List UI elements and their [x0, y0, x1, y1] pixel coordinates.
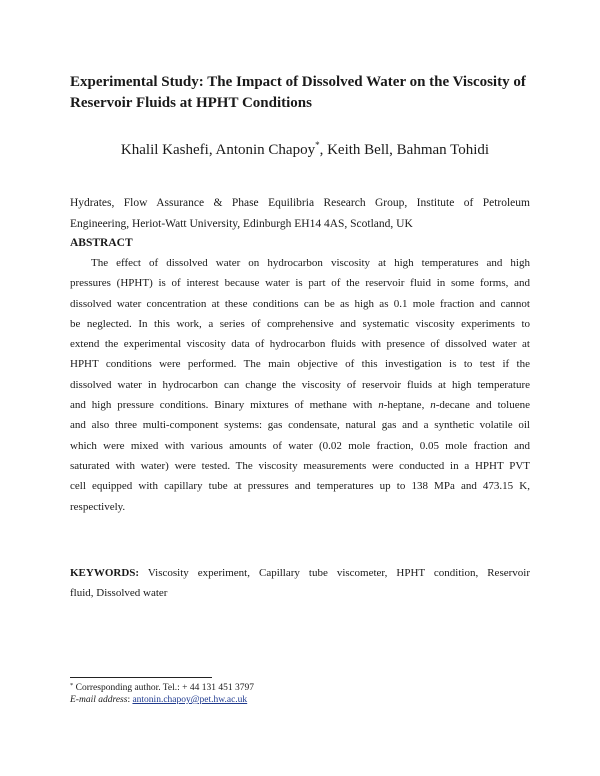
abstract-line-mixed	[70, 395, 530, 415]
abstract-line8-c: -decane and toluene	[435, 399, 530, 412]
abstract-line: The effect of dissolved water on hydrocarbon viscosity at high temperatures and high	[91, 257, 530, 269]
abstract-line: dissolved water concentration at these conditions can be as high as 0.1 mole fraction and cannot	[70, 297, 530, 310]
abstract-line: dissolved water in hydrocarbon can change the viscosity of reservoir fluids at high temperature	[70, 378, 530, 391]
keywords	[70, 563, 530, 603]
footnote-mark: *	[70, 682, 74, 689]
abstract-line: cell equipped with capillary tube at pressures and temperatures up to 138 MPa and 473.15 K,	[70, 480, 530, 493]
footnote-corresponding-text: Corresponding author. Tel.: + 44 131 451 3797	[73, 683, 255, 693]
abstract-line: and also three multi-component systems: gas condensate, natural gas and a synthetic volatile oil	[70, 419, 530, 432]
abstract-line: extend the experimental viscosity data of hydrocarbon fluids with presence of dissolved water at	[70, 338, 530, 351]
abstract-line: pressures (HPHT) is of interest because water is part of the reservoir fluid in some forms, and	[70, 277, 530, 290]
paper-title	[70, 72, 540, 114]
abstract-line: be neglected. In this work, a series of comprehensive and systematic viscosity experiments to	[70, 317, 530, 330]
abstract-line: respectively.	[70, 500, 126, 513]
abstract-line8-a: Binary mixtures of methane with	[214, 399, 379, 412]
title-line-1: Experimental Study: The Impact of Dissolved Water on the Viscosity of	[70, 74, 526, 90]
authors-text-a: Khalil Kashefi, Antonin Chapoy	[120, 142, 316, 158]
abstract-line: which were mixed with various amounts of water (0.02 mole fraction, 0.05 mole fraction and	[70, 439, 530, 452]
affiliation	[70, 193, 530, 235]
footnote-corresponding	[70, 682, 530, 694]
title-line-2: Reservoir Fluids at HPHT Conditions	[70, 95, 312, 111]
email-separator: :	[127, 695, 133, 705]
author-list	[70, 140, 540, 160]
abstract-line8-prefix: and high pressure conditions.	[70, 399, 215, 412]
abstract-line: saturated with water) were tested. The viscosity measurements were conducted in a HPHT PVT	[70, 459, 530, 472]
abstract-line8-b: -heptane,	[383, 399, 431, 412]
corresponding-author-mark: *	[315, 140, 320, 150]
keywords-line-2: fluid, Dissolved water	[70, 587, 168, 599]
keywords-label: KEYWORDS:	[70, 567, 140, 579]
email-link[interactable]: antonin.chapoy@pet.hw.ac.uk	[132, 695, 248, 705]
email-label: E-mail address	[70, 695, 128, 705]
footnote-divider	[70, 677, 212, 678]
footnote	[70, 682, 530, 706]
italic-n: n	[378, 399, 384, 412]
affiliation-line-2: Engineering, Heriot-Watt University, Edinburgh EH14 4AS, Scotland, UK	[70, 218, 413, 230]
italic-n: n	[430, 399, 436, 412]
footnote-email-row	[70, 694, 530, 706]
abstract-body	[70, 253, 530, 517]
keywords-line-1	[70, 563, 530, 583]
abstract-heading: ABSTRACT	[70, 237, 133, 249]
authors-text-b: , Keith Bell, Bahman Tohidi	[319, 142, 490, 158]
keywords-text-1: Viscosity experiment, Capillary tube viscometer, HPHT condition, Reservoir	[139, 567, 530, 579]
abstract-line: HPHT conditions were performed. The main objective of this investigation is to test if the	[70, 358, 530, 371]
affiliation-line-1: Hydrates, Flow Assurance & Phase Equilibria Research Group, Institute of Petroleum	[70, 197, 530, 209]
